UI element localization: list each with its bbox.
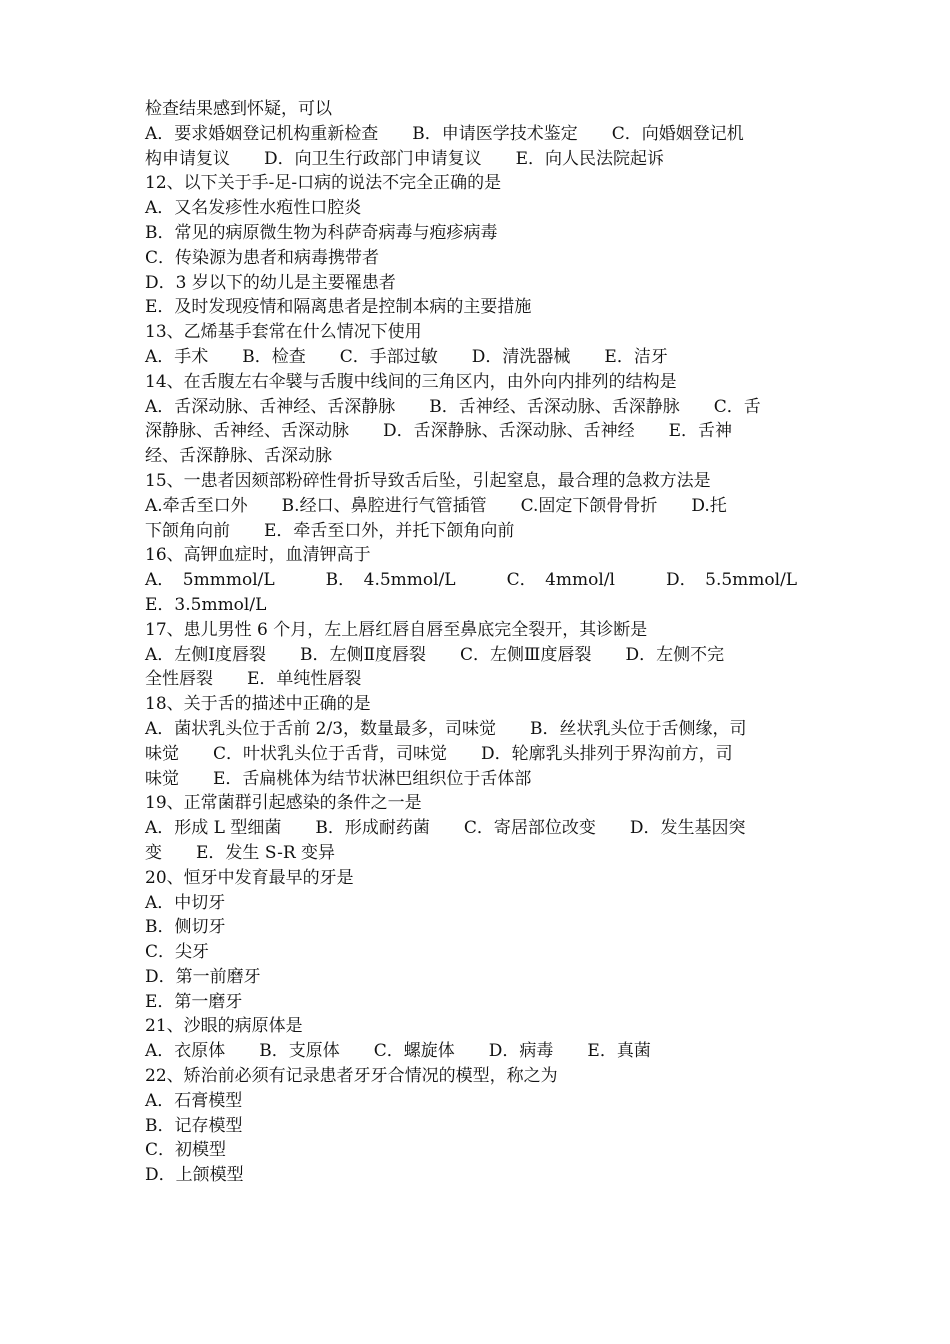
text-line: A．左侧Ⅰ度唇裂 B．左侧Ⅱ度唇裂 C．左侧Ⅲ度唇裂 D．左侧不完 xyxy=(145,644,725,665)
text-line: B．记存模型 xyxy=(145,1115,243,1136)
text-line: B．常见的病原微生物为科萨奇病毒与疱疹病毒 xyxy=(145,222,498,243)
question-20: 20、恒牙中发育最早的牙是 xyxy=(145,867,354,888)
text-line: A.牵舌至口外 B.经口、鼻腔进行气管插管 C.固定下颌骨骨折 D.托 xyxy=(145,495,727,516)
text-line: E．第一磨牙 xyxy=(145,991,243,1012)
text-line: E．及时发现疫情和隔离患者是控制本病的主要措施 xyxy=(145,297,532,318)
text-line: A．菌状乳头位于舌前 2/3，数量最多，司味觉 B．丝状乳头位于舌侧缘，司 xyxy=(145,718,747,739)
text-line: 全性唇裂 E．单纯性唇裂 xyxy=(145,669,362,690)
text-line: A．手术 B．检查 C．手部过敏 D．清洗器械 E．洁牙 xyxy=(145,346,668,367)
text-line: 经、舌深静脉、舌深动脉 xyxy=(145,446,332,467)
question-17: 17、患儿男性 6 个月，左上唇红唇自唇至鼻底完全裂开，其诊断是 xyxy=(145,619,648,640)
text-line: A．又名发疹性水疱性口腔炎 xyxy=(145,198,362,219)
text-line: D．3 岁以下的幼儿是主要罹患者 xyxy=(145,272,396,293)
text-line: A．舌深动脉、舌神经、舌深静脉 B．舌神经、舌深动脉、舌深静脉 C．舌 xyxy=(145,396,761,417)
text-line: C．尖牙 xyxy=(145,942,210,963)
text-line: D．上颌模型 xyxy=(145,1165,244,1186)
question-14: 14、在舌腹左右伞襞与舌腹中线间的三角区内，由外向内排列的结构是 xyxy=(145,371,677,392)
text-line: A．要求婚姻登记机构重新检查 B．申请医学技术鉴定 C．向婚姻登记机 xyxy=(145,123,744,144)
text-line: 下颌角向前 E．牵舌至口外，并托下颌角向前 xyxy=(145,520,515,541)
text-line: 变 E．发生 S-R 变异 xyxy=(145,842,336,863)
text-line: 味觉 E．舌扁桃体为结节状淋巴组织位于舌体部 xyxy=(145,768,532,789)
text-line: C．传染源为患者和病毒携带者 xyxy=(145,247,380,268)
document-page xyxy=(145,97,810,1188)
question-19: 19、正常菌群引起感染的条件之一是 xyxy=(145,793,422,814)
question-13: 13、乙烯基手套常在什么情况下使用 xyxy=(145,322,422,343)
text-line: 味觉 C．叶状乳头位于舌背，司味觉 D．轮廓乳头排列于界沟前方，司 xyxy=(145,743,733,764)
question-21: 21、沙眼的病原体是 xyxy=(145,1016,303,1037)
text-line: 构申请复议 D．向卫生行政部门申请复议 E．向人民法院起诉 xyxy=(145,148,665,169)
question-16: 16、高钾血症时，血清钾高于 xyxy=(145,545,371,566)
text-line: A．中切牙 xyxy=(145,892,226,913)
text-line: A． 5mmmol/L B． 4.5mmol/L C． 4mmol/l D． 5.5mmol/L xyxy=(145,570,798,591)
question-15: 15、一患者因颏部粉碎性骨折导致舌后坠，引起窒息，最合理的急救方法是 xyxy=(145,470,711,491)
text-line: B．侧切牙 xyxy=(145,917,226,938)
text-line: A．衣原体 B．支原体 C．螺旋体 D．病毒 E．真菌 xyxy=(145,1041,651,1062)
text-line: A．形成 L 型细菌 B．形成耐药菌 C．寄居部位改变 D．发生基因突 xyxy=(145,818,746,839)
text-line: 检查结果感到怀疑，可以 xyxy=(145,99,332,119)
text-line: A．石膏模型 xyxy=(145,1090,243,1111)
text-line: D．第一前磨牙 xyxy=(145,966,261,987)
question-22: 22、矫治前必须有记录患者牙牙合情况的模型，称之为 xyxy=(145,1066,558,1087)
text-line: E．3.5mmol/L xyxy=(145,594,267,615)
question-18: 18、关于舌的描述中正确的是 xyxy=(145,694,371,715)
text-line: 深静脉、舌神经、舌深动脉 D．舌深静脉、舌深动脉、舌神经 E．舌神 xyxy=(145,421,733,442)
text-line: C．初模型 xyxy=(145,1140,227,1161)
question-12: 12、以下关于手-足-口病的说法不完全正确的是 xyxy=(145,173,502,194)
